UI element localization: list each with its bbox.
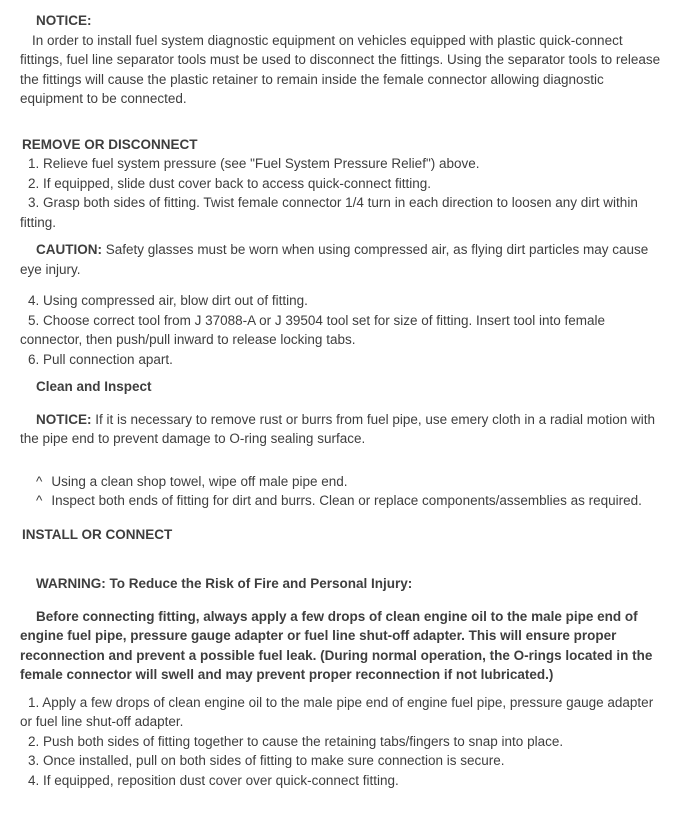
- notice-2-text: If it is necessary to remove rust or burrs from fuel pipe, use emery cloth in a radial motion with the pipe end to prevent damage to O-ring sealing surface.: [20, 411, 655, 446]
- warning-paragraph: Before connecting fitting, always apply a few drops of clean engine oil to the male pipe end of engine fuel pipe, pressure gauge adapter or fuel line shut-off adapter. This will ensure proper reconnection and prevent a possible fuel leak. (During normal operation, the O-rings located in the female connector will swell and may prevent proper reconnection if not lubricated.): [20, 608, 653, 682]
- step-item: 3. Once installed, pull on both sides of fitting to make sure connection is secure.: [28, 753, 505, 768]
- notice-2-label: NOTICE:: [36, 411, 92, 427]
- warning-title: WARNING: To Reduce the Risk of Fire and Personal Injury:: [36, 576, 413, 591]
- step-item: 1. Apply a few drops of clean engine oil to the male pipe end of engine fuel pipe, pressure gauge adapter or fuel line shut-off adapter.: [20, 694, 654, 729]
- section-heading-install-or-connect: INSTALL OR CONNECT: [22, 526, 173, 542]
- step-item: 2. If equipped, slide dust cover back to access quick-connect fitting.: [28, 175, 431, 191]
- remove-steps-4-6: [20, 291, 664, 369]
- bullet-item: [20, 472, 664, 492]
- caret-bullet-marker: ^: [36, 493, 43, 508]
- bullet-item: [20, 491, 664, 511]
- section-heading-remove-or-disconnect: REMOVE OR DISCONNECT: [22, 136, 198, 152]
- caution-label: CAUTION:: [36, 242, 102, 257]
- section-heading-clean-and-inspect: Clean and Inspect: [36, 379, 152, 394]
- step-item: 3. Grasp both sides of fitting. Twist female connector 1/4 turn in each direction to loosen any dirt within fitting.: [20, 195, 638, 230]
- caret-bullet-marker: ^: [36, 473, 43, 489]
- step-item: 4. Using compressed air, blow dirt out of fitting.: [28, 293, 308, 308]
- bullet-text: Inspect both ends of fitting for dirt and burrs. Clean or replace components/assemblies as required.: [51, 493, 642, 508]
- install-steps-1-4: [20, 693, 664, 791]
- clean-bullet-list: [20, 472, 664, 511]
- step-item: 5. Choose correct tool from J 37088-A or J 39504 tool set for size of fitting. Insert tool into female connector, then push/pull inward to release locking tabs.: [20, 312, 606, 347]
- step-item: 1. Relieve fuel system pressure (see "Fuel System Pressure Relief") above.: [28, 156, 480, 171]
- step-item: 2. Push both sides of fitting together to cause the retaining tabs/fingers to snap into place.: [28, 733, 564, 749]
- bullet-text: Using a clean shop towel, wipe off male pipe end.: [51, 473, 348, 489]
- step-item: 4. If equipped, reposition dust cover over quick-connect fitting.: [28, 772, 399, 788]
- notice-2-paragraph: [20, 410, 664, 449]
- remove-steps-1-3: [20, 154, 664, 232]
- caution-paragraph: [20, 240, 664, 279]
- step-item: 6. Pull connection apart.: [28, 351, 173, 367]
- caution-text: Safety glasses must be worn when using compressed air, as flying dirt particles may cause eye injury.: [20, 242, 649, 277]
- notice-1-label: NOTICE:: [36, 13, 92, 28]
- notice-1-paragraph: In order to install fuel system diagnostic equipment on vehicles equipped with plastic quick-connect fittings, fuel line separator tools must be used to disconnect the fittings. Using the separator tools to release the fittings will cause the plastic retainer to remain inside the female connector allowing diagnostic equipment to be connected.: [20, 32, 661, 106]
